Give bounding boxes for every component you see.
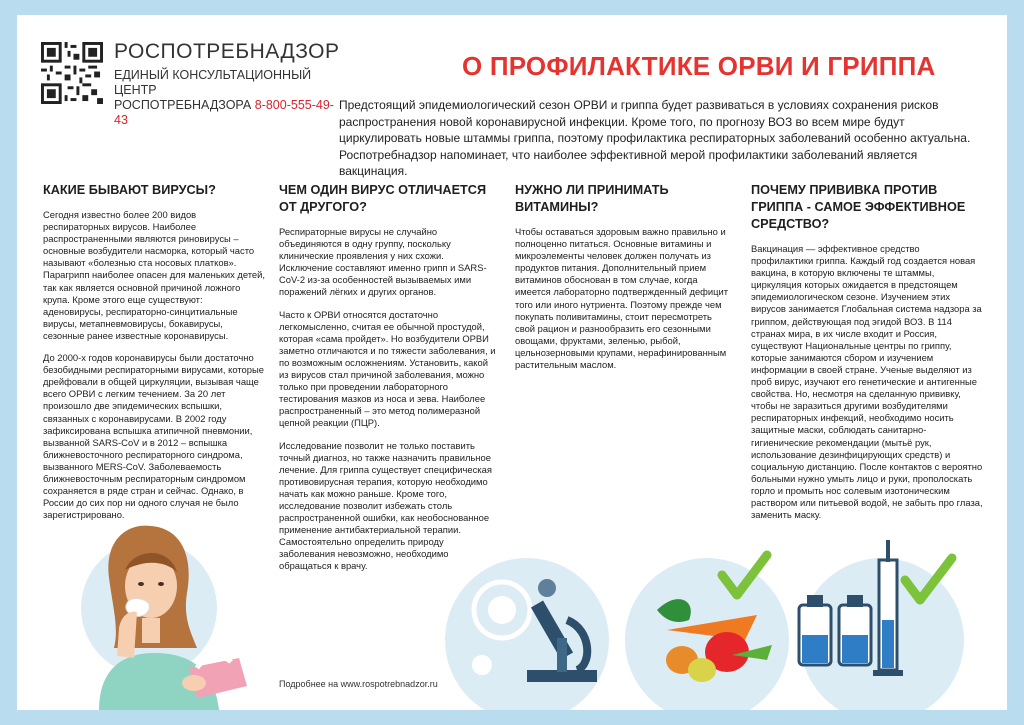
column-paragraph: Часто к ОРВИ относятся достаточно легкомысленно, считая ее обычной простудой, которая «сама пройдет». Но возбудители ОРВИ заметно отличаются и по тяжести заболевания, и по возможным осложнениям. Установить, какой из вирусов стал причиной заболевания, можно только при проведении лабораторного тестирования мазков из носа и зева. Наиболее распространенный – это метод полимеразной цепной реакции (ПЦР).: [279, 308, 496, 429]
brand-block: [114, 40, 340, 128]
page-title: О ПРОФИЛАКТИКЕ ОРВИ И ГРИППА: [462, 51, 936, 81]
column-heading: ЧЕМ ОДИН ВИРУС ОТЛИЧАЕТСЯ ОТ ДРУГОГО?: [279, 183, 487, 214]
column-paragraph: Исследование позволит не только поставить точный диагноз, но также назначить правильное лечение. Для гриппа существует специфическая противовирусная терапия, которую необходимо начать как можно раньше. Кроме того, исследование позволит избежать столь распространенной ошибки, как необоснованное применение антибактериальной терапии. Самостоятельно определить природу заболевания невозможно, необходимо обращаться к врачу.: [279, 439, 492, 572]
qr-code-icon: [41, 42, 103, 104]
virus-microscope-icon: [445, 558, 609, 710]
column-paragraph: Вакцинация — эффективное средство профилактики гриппа. Каждый год создается новая вакцина, в которую включены те штаммы, циркуляция которых ожидается в предстоящем эпидемиологическом сезоне. Изучением этих вирусов занимается Глобальная система надзора за гриппом, действующая под эгидой ВОЗ. В 114 странах мира, в их числе входит и Россия, существуют Национальные центры по гриппу, которые занимаются сбором и изучением информации в своей стране. Ученые выделяют из проб вирус, изучают его генетические и антигенные свойства. Но, несмотря на сделанную прививку, чтобы не заразиться другими возбудителями респираторных инфекций, необходимо носить защитные маски, соблюдать санитарно-гигиенические рекомендации (мытьё рук, использование дезинфицирующих средств) и социальную дистанцию. После контактов с вероятно больными нужно умыть лицо и руки, прополоскать горло и промыть нос солевым изотоническим раствором или питьевой водой, не забыть про глаза, заменить маску.: [751, 243, 983, 521]
footer-link[interactable]: Подробнее на www.rospotrebnadzor.ru: [279, 679, 438, 689]
brand-subtitle: [114, 68, 334, 128]
column-paragraph: Чтобы оставаться здоровым важно правильно и полноценно питаться. Основные витамины и микроэлементы человек должен получать из продуктов питания. Дополнительный прием витаминов обоснован в том случае, когда имеется лабораторно подтвержденный дефицит того или иного нутриента. Поэтому прежде чем покупать поливитамины, стоит пересмотреть свой рацион и разнообразить его сезонными овощами, фруктами, зеленью, рыбой, цельнозерновыми крупами, нерафинированным растительным маслом.: [515, 226, 729, 371]
woman-with-tissue-illustration: [79, 508, 269, 710]
column-paragraph: До 2000-х годов коронавирусы были достаточно безобидными респираторными вирусами, которые дрейфовали в общей циркуляции, вызывая чаще всего ОРВИ с легким течением. За 20 лет произошло две эпидемических вспышки, связанных с коронавирусами. В 2002 году зафиксирована вспышка атипичной пневмонии, вызванной SARS-CoV и в 2012 – вспышка ближневосточного респираторного синдрома, вызванного MERS-CoV. Заболеваемость ближневосточным респираторным синдромом сохраняется в ряде стран и сейчас. Однако, в России до сих пор ни одного случая не было зарегистрировано.: [43, 352, 264, 521]
brand-name: РОСПОТРЕБНАДЗОР: [114, 40, 340, 63]
column-vitamins: [515, 182, 733, 381]
column-paragraph: Респираторные вирусы не случайно объединяются в одну группу, поскольку клинические проявления у них схожи. Исключение составляют именно грипп и SARS-CoV-2 из-за особенностей вызываемых ими поражений лёгких и других органов.: [279, 226, 487, 298]
brand-line1: ЕДИНЫЙ КОНСУЛЬТАЦИОННЫЙ ЦЕНТР: [114, 68, 312, 97]
column-heading: КАКИЕ БЫВАЮТ ВИРУСЫ?: [43, 183, 216, 197]
column-heading: НУЖНО ЛИ ПРИНИМАТЬ ВИТАМИНЫ?: [515, 183, 669, 214]
illustrations-row: [427, 520, 1007, 710]
column-paragraph: Сегодня известно более 200 видов респираторных вирусов. Наиболее распространенными являются риновирусы – основные возбудители насморка, который часто называют «болезнью ста носовых платков». Парагрипп наиболее опасен для маленьких детей, так как является основной причиной ложного крупа. Кроме этого еще существуют: аденовирусы, респираторно-синцитиальные вирусы, метапневмовирусы, бокавирусы, сезонные ранее известные коронавирусы.: [43, 209, 265, 341]
column-viruses: [43, 182, 265, 531]
brand-line2: РОСПОТРЕБНАДЗОРА: [114, 98, 252, 112]
hotline-phone: 8-800-555-49-43: [114, 98, 334, 127]
leaflet-sheet: [17, 15, 1007, 710]
vaccine-syringe-icon: [799, 540, 964, 710]
intro-text: Предстоящий эпидемиологический сезон ОРВИ и гриппа будет развиваться в условиях сохранения рисков распространения новой коронавирусной инфекции. Кроме того, по прогнозу ВОЗ во всем мире будут циркулировать новые штаммы гриппа, поэтому профилактика респираторных заболеваний особенно актуальна. Роспотребнадзор напоминает, что наиболее эффективной мерой профилактики заболеваний является вакцинация.: [339, 98, 971, 178]
vegetables-icon: [625, 558, 789, 710]
brand-line2-row: [114, 98, 334, 128]
column-vaccination: [751, 182, 983, 531]
column-heading: ПОЧЕМУ ПРИВИВКА ПРОТИВ ГРИППА - САМОЕ ЭФФЕКТИВНОЕ СРЕДСТВО?: [751, 183, 966, 231]
